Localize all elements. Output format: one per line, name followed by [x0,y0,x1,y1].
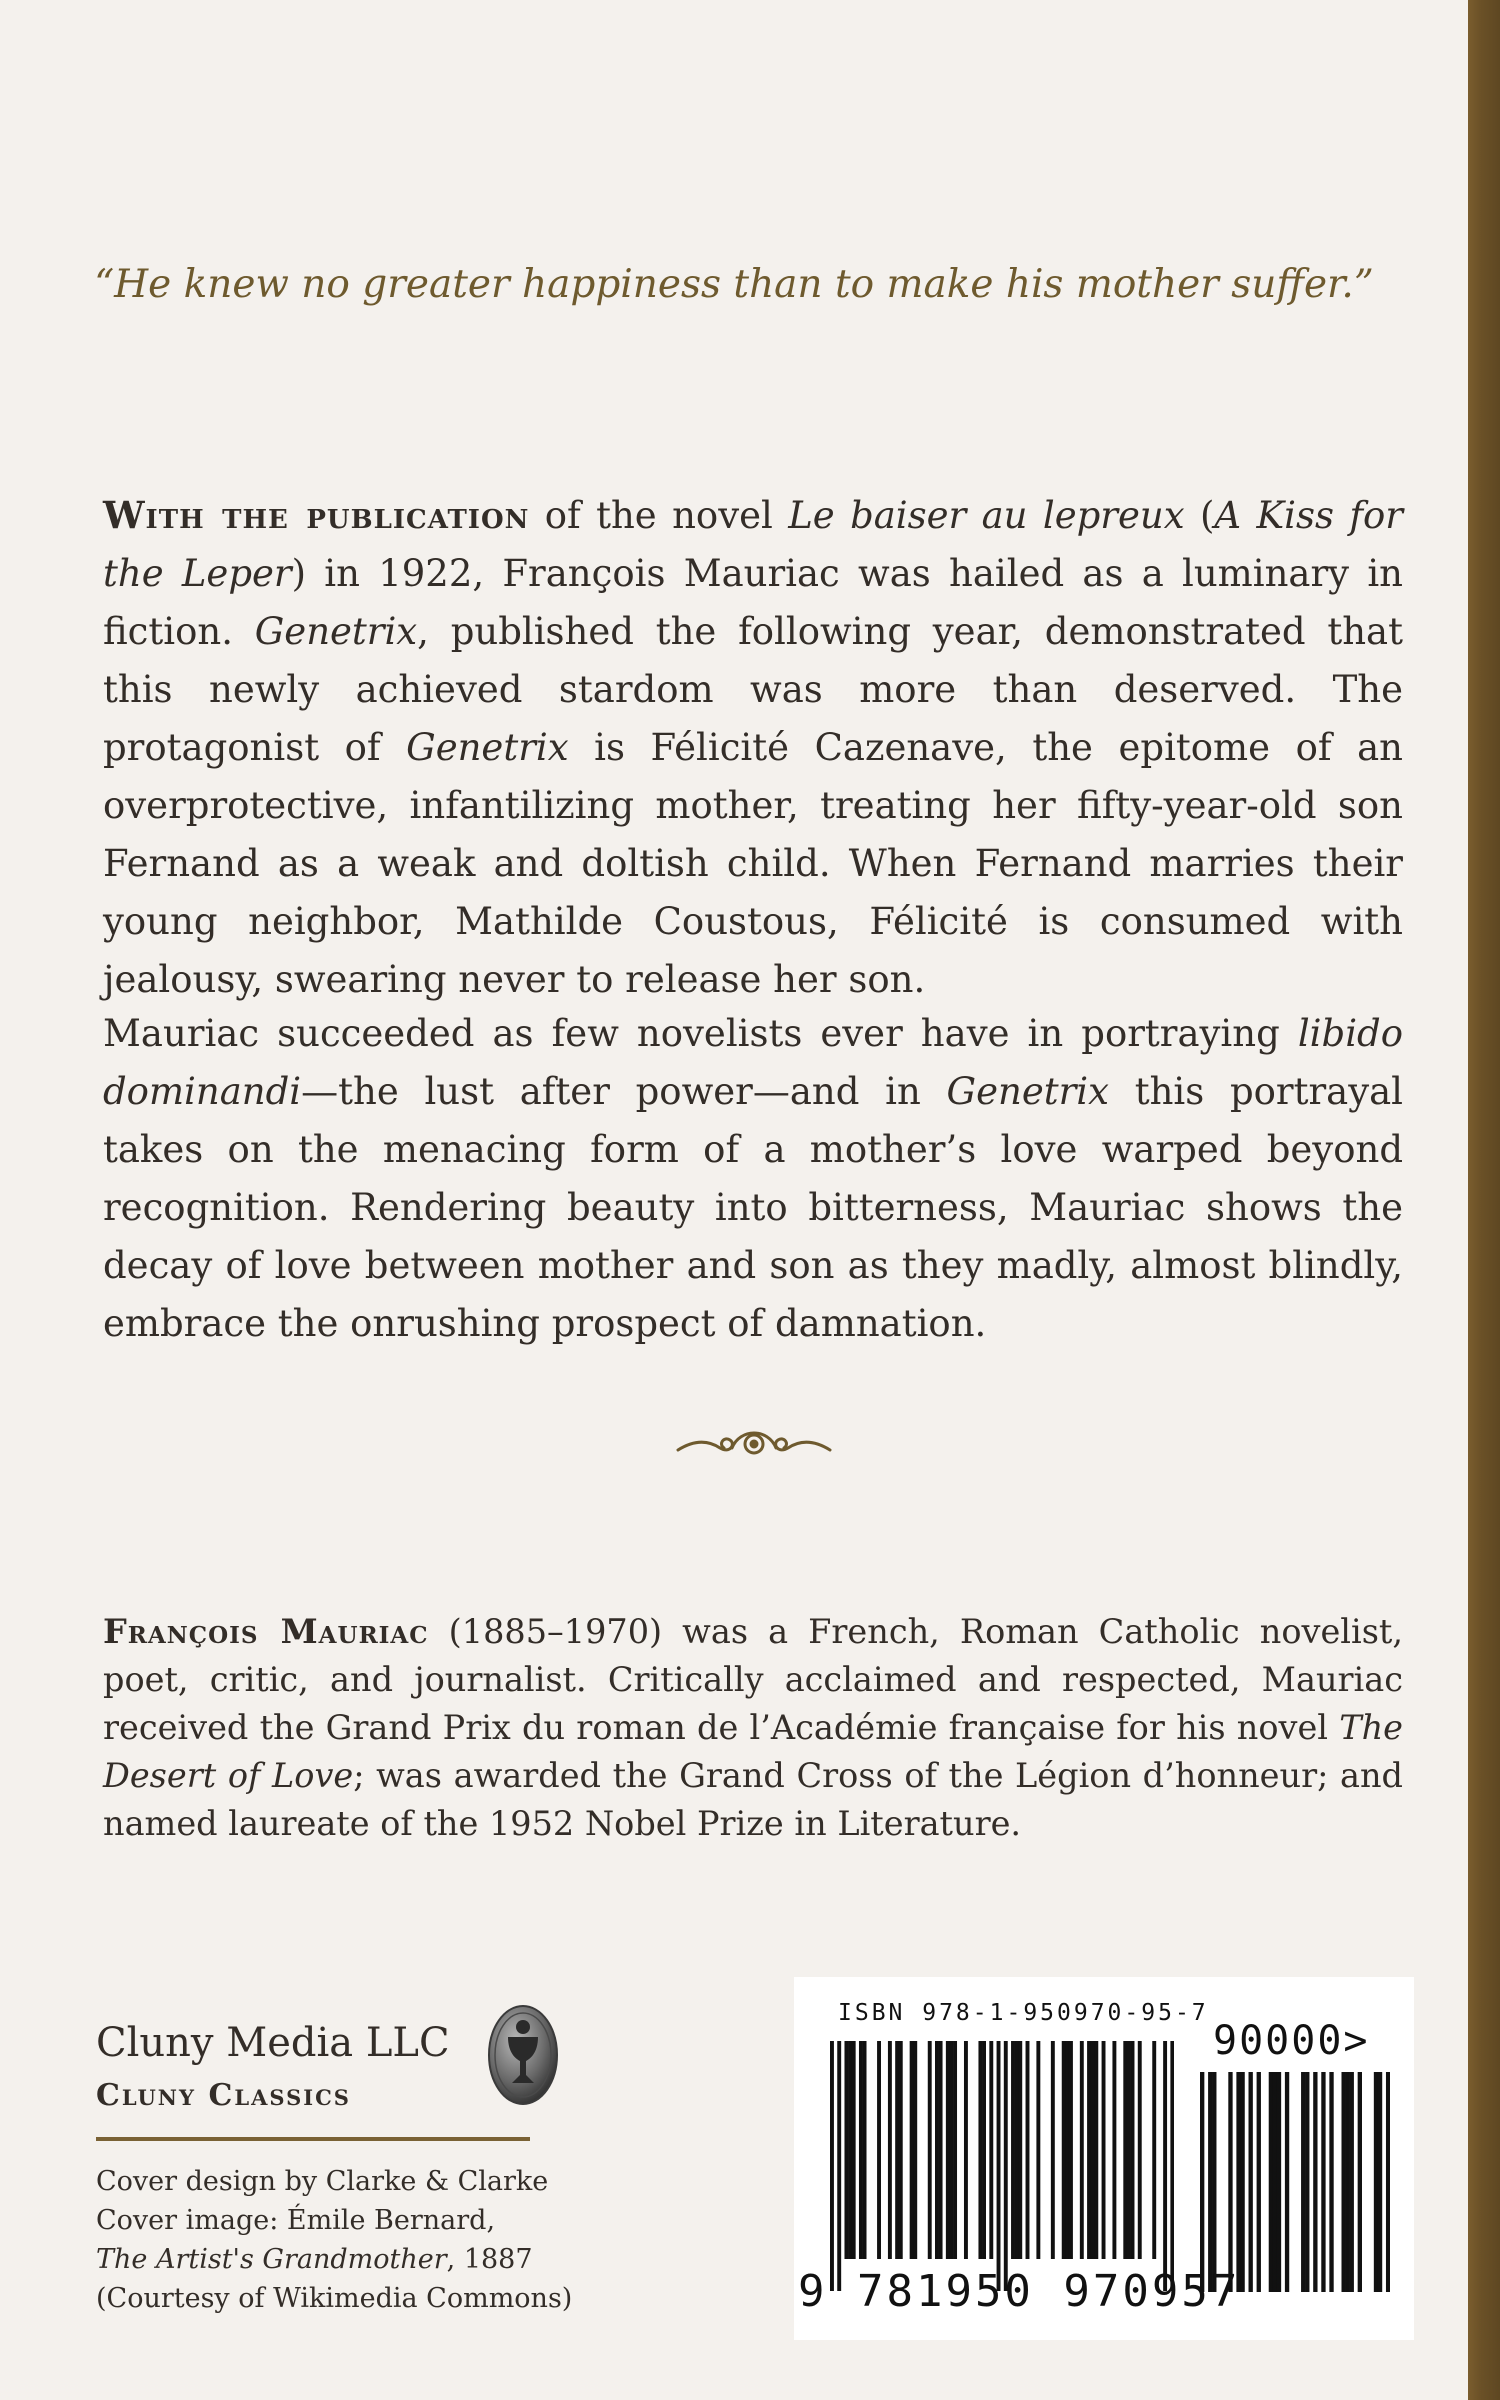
addon-bar [1273,2072,1277,2292]
barcode-bar [982,2041,986,2259]
addon-bar [1285,2072,1289,2292]
barcode-bar [946,2041,950,2259]
addon-bar [1277,2072,1281,2292]
barcode-bar [1065,2041,1069,2259]
addon-bar [1386,2072,1390,2292]
barcode-bar [1011,2041,1015,2259]
barcode-bar [953,2041,957,2259]
cover-credits [96,2162,572,2318]
barcode-bar [1091,2041,1095,2259]
barcode-bar [1123,2041,1127,2259]
text-run: The Artist's Grandmother [96,2244,447,2275]
text-run: , 1887 [446,2244,533,2275]
credit-line-design [96,2162,572,2201]
barcode-bar [1018,2041,1022,2259]
price-addon-label: 90000> [1213,2018,1370,2064]
addon-barcode [1200,2072,1390,2292]
text-run: (Courtesy of Wikimedia Commons) [96,2283,573,2314]
barcode-bar [1004,2041,1008,2291]
barcode-bar [1127,2041,1131,2259]
addon-bar [1236,2072,1240,2292]
barcode-bar [859,2041,863,2259]
barcode-bar [935,2041,939,2259]
addon-bar [1313,2072,1317,2292]
addon-bar [1374,2072,1378,2292]
barcode-bar [1170,2041,1174,2291]
addon-bar [1301,2072,1305,2292]
ean-digits: 9 781950 970957 [798,2266,1241,2317]
text-run: The Desert of Love [103,1708,1403,1795]
barcode-bar [1138,2041,1142,2259]
credit-line-painting [96,2240,572,2279]
barcode-bar [1036,2041,1040,2259]
text-run: —the lust after power—and in [301,1070,947,1113]
barcode-bar [1080,2041,1084,2259]
barcode-bar [997,2041,1001,2291]
credit-line-image [96,2201,572,2240]
addon-bar [1341,2072,1345,2292]
barcode-bar [910,2041,914,2259]
barcode-bar [895,2041,899,2259]
flourish-ornament-icon [674,1422,834,1472]
barcode-bar [978,2041,982,2259]
addon-bar [1228,2072,1232,2292]
barcode-bar [837,2041,841,2291]
text-run: A Kiss for the Leper [103,494,1403,595]
addon-bar [1358,2072,1362,2292]
addon-bar [1329,2072,1333,2292]
text-run: Cover image: Émile Bernard, [96,2205,496,2236]
isbn-label: ISBN 978-1-950970-95-7 [838,2000,1209,2026]
barcode-bar [844,2041,848,2259]
spine-edge [1468,0,1500,2400]
text-run: Genetrix [254,610,418,653]
barcode-bar [899,2041,903,2259]
text-run: François Mauriac [103,1612,429,1651]
barcode-bar [1062,2041,1066,2259]
barcode-bar [888,2041,892,2259]
addon-bar [1200,2072,1204,2292]
author-bio [103,1608,1403,1848]
barcode-bar [852,2041,856,2259]
barcode-bar [830,2041,834,2291]
blurb-paragraph-1 [103,486,1403,1009]
barcode-bar [1087,2041,1091,2259]
text-run: this portrayal takes on the menacing form of a mother’s love warped beyond recognition. Rendering beauty into bitterness, Mauriac shows the decay of love between mother and son as they madly, almost blindly, embrace the onrushing prospect of damnation. [103,1070,1403,1345]
addon-bar [1346,2072,1350,2292]
barcode-bar [877,2041,881,2259]
barcode-bar [1163,2041,1167,2291]
text-run: ) in 1922, François Mauriac was hailed as a luminary in fiction. [103,552,1403,653]
barcode-bar [863,2041,867,2259]
text-run: ; was awarded the Grand Cross of the Légion d’honneur; and named laureate of the 1952 Nobel Prize in Literature. [103,1756,1403,1843]
addon-bar [1212,2072,1216,2292]
barcode-bar [1026,2041,1030,2259]
addon-bar [1269,2072,1273,2292]
barcode-bar [989,2041,993,2259]
addon-bar [1249,2072,1253,2292]
barcode-bar [1015,2041,1019,2259]
barcode-bar [1094,2041,1098,2259]
barcode-bar [928,2041,932,2259]
divider-rule [96,2137,530,2141]
addon-bar [1208,2072,1212,2292]
credit-line-source [96,2279,572,2318]
blurb-paragraph-2 [103,1005,1403,1353]
chalice-seal-icon [486,2003,560,2107]
text-run: Mauriac succeeded as few novelists ever have in portraying [103,1012,1298,1055]
text-run: , published the following year, demonstrated that this newly achieved stardom was more than deserved. The protagonist of [103,610,1403,769]
text-run: is Félicité Cazenave, the epitome of an overprotective, infantilizing mother, treating her fifty-year-old son Fernand as a weak and doltish child. When Fernand marries their young neighbor, Mathilde Coustous, Félicité is consumed with jealousy, swearing never to release her son. [103,726,1403,1001]
addon-bar [1321,2072,1325,2292]
barcode-bar [964,2041,968,2259]
barcode-bar [1102,2041,1106,2259]
text-run: of the novel [529,494,789,537]
publisher-name: Cluny Media LLC [96,2020,450,2066]
ean-barcode [830,2041,1174,2291]
text-run: Genetrix [406,726,569,769]
pull-quote: “He knew no greater happiness than to make his mother suffer.” [94,262,1374,307]
barcode-bar [939,2041,943,2259]
text-run: (1885–1970) was a French, Roman Catholic novelist, poet, critic, and journalist. Critically acclaimed and respected, Mauriac received the Grand Prix du roman de l’Académie française for his novel [103,1612,1403,1747]
addon-bar [1240,2072,1244,2292]
addon-bar [1378,2072,1382,2292]
barcode-bar [913,2041,917,2259]
text-run: With the publication [103,493,530,537]
text-run: ( [1184,494,1215,537]
addon-bar [1350,2072,1354,2292]
text-run: Le baiser au lepreux [788,494,1185,537]
text-run: Cover design by Clarke & Clarke [96,2166,549,2197]
barcode-bar [1112,2041,1116,2259]
text-run: libido dominandi [103,1012,1403,1113]
barcode-bar [949,2041,953,2259]
barcode-bar [1069,2041,1073,2259]
barcode-bar [1051,2041,1055,2259]
barcode-bar [848,2041,852,2259]
barcode-bar [1152,2041,1156,2259]
barcode-bar [1131,2041,1135,2259]
text-run: Genetrix [946,1070,1109,1113]
series-name: Cluny Classics [96,2078,351,2113]
addon-bar [1257,2072,1261,2292]
addon-bar [1305,2072,1309,2292]
